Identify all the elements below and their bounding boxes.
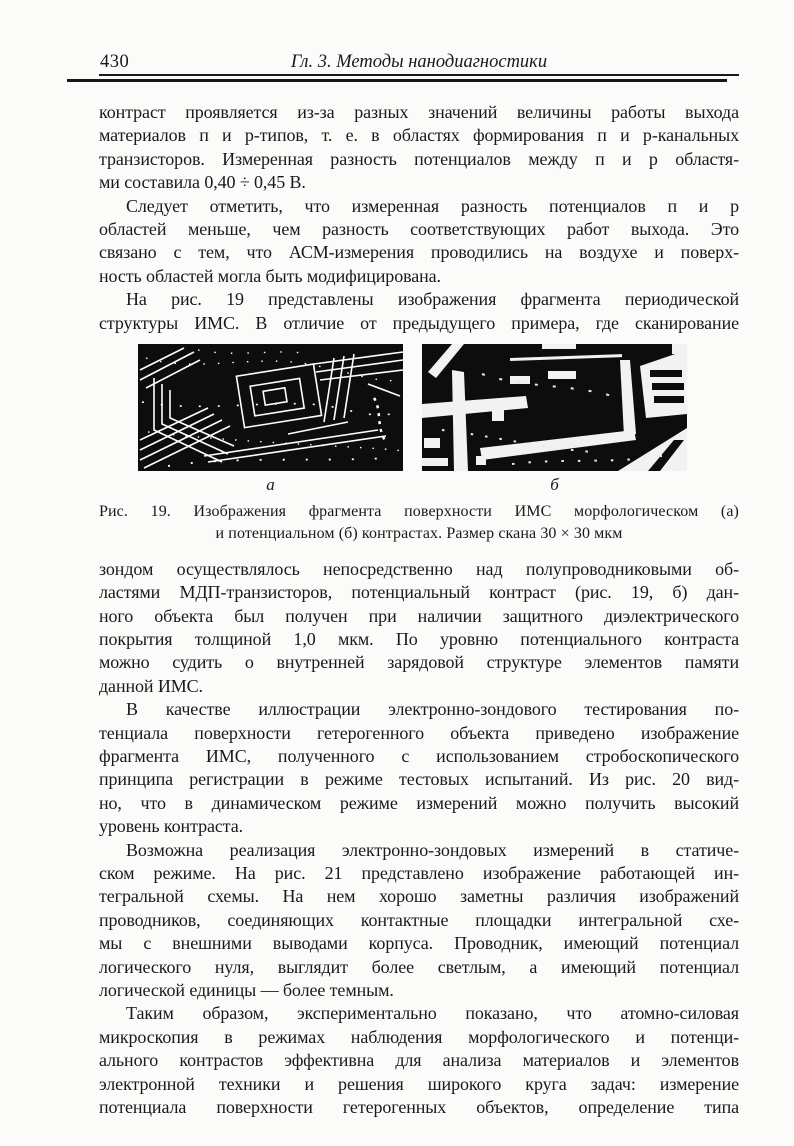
- text-line: контраст проявляется из-за разных значений величины работы выхода: [99, 102, 739, 122]
- text-line: транзисторов. Измеренная разность потенциалов между п и р областя-: [99, 148, 739, 169]
- header-rule: [67, 79, 727, 82]
- text-line: тенциала поверхности гетерогенного объекта приведено изображение: [99, 722, 739, 743]
- running-head: Гл. 3. Методы нанодиагностики: [290, 52, 548, 72]
- page-number: 430: [100, 52, 130, 72]
- text-line: мы с внешними выводами корпуса. Проводник, имеющий потенциал: [99, 933, 739, 954]
- text-line: ми составила 0,40 ÷ 0,45 В.: [99, 172, 306, 193]
- paragraph: [99, 698, 739, 838]
- text-line: логического нуля, выглядит более светлым, а имеющий потенциал: [99, 956, 739, 977]
- text-line: потенциала поверхности гетерогенных объектов, определение типа: [99, 1096, 739, 1117]
- paragraph: [99, 101, 739, 195]
- page-header: [99, 52, 739, 76]
- text-line: но, что в динамическом режиме измерений можно получить высокий: [99, 792, 739, 813]
- text-line: проводников, соединяющих контактные площадки интегральной схе-: [99, 909, 739, 930]
- micrograph-b-potential-contrast-image: [422, 344, 687, 471]
- figure-labels: [99, 474, 739, 496]
- text-line: В качестве иллюстрации электронно-зондового тестирования по-: [126, 699, 739, 720]
- paragraph: [99, 1002, 739, 1119]
- text-line: Следует отметить, что измеренная разность потенциалов п и р: [126, 195, 739, 216]
- paragraph: [99, 195, 739, 289]
- figure-caption-line-1: Рис. 19. Изображения фрагмента поверхности ИМС морфологическом (а): [99, 502, 739, 520]
- micrograph-a-morphological-contrast-image: [138, 344, 403, 471]
- text-line: покрытия толщиной 1,0 мкм. По уровню потенциального контраста: [99, 629, 739, 650]
- text-line: ластями МДП-транзисторов, потенциальный контраст (рис. 19, б) дан-: [99, 582, 739, 603]
- text-line: электронной техники и решения широкого круга задач: измерение: [99, 1073, 739, 1094]
- text-line: ального контрастов эффективна для анализа материалов и элементов: [99, 1050, 739, 1071]
- text-line: фрагмента ИМС, полученного с использованием стробоскопического: [99, 746, 739, 767]
- text-line: Возможна реализация электронно-зондовых измерений в статиче-: [126, 839, 739, 860]
- text-line: ность областей могла быть модифицирована.: [99, 265, 441, 286]
- figure-label-a: а: [266, 474, 275, 494]
- body-text: [99, 101, 739, 1119]
- paragraph: [99, 839, 739, 1003]
- figure-19: [99, 344, 739, 545]
- text-line: ного объекта был получен при наличии защитного диэлектрического: [99, 605, 739, 626]
- text-line: Таким образом, экспериментально показано, что атомно-силовая: [126, 1003, 739, 1024]
- text-line: уровень контраста.: [99, 816, 244, 837]
- text-line: логической единицы — более темным.: [99, 979, 394, 1000]
- text-line: данной ИМС.: [99, 675, 203, 696]
- paragraph: [99, 558, 739, 698]
- text-line: тегральной схемы. На нем хорошо заметны различия изображений: [99, 886, 739, 907]
- text-line: материалов п и р-типов, т. е. в областях формирования п и р-канальных: [99, 125, 739, 146]
- text-line: связано с тем, что АСМ-измерения проводились на воздухе и поверх-: [99, 242, 739, 263]
- figure-label-b: б: [550, 474, 559, 494]
- text-line: микроскопия в режимах наблюдения морфологического и потенци-: [99, 1026, 739, 1047]
- figure-images: [99, 344, 739, 471]
- text-line: принципа регистрации в режиме тестовых испытаний. Из рис. 20 вид-: [99, 769, 739, 790]
- text-line: На рис. 19 представлены изображения фрагмента периодической: [126, 289, 739, 310]
- text-line: зондом осуществлялось непосредственно над полупроводниковыми об-: [99, 558, 739, 579]
- figure-caption: [99, 501, 739, 545]
- text-line: областей меньше, чем разность соответствующих работ выхода. Это: [99, 218, 739, 239]
- text-line: можно судить о внутренней зарядовой структуре элементов памяти: [99, 652, 739, 673]
- text-line: ском режиме. На рис. 21 представлено изображение работающей ин-: [99, 862, 739, 883]
- figure-caption-line-2: и потенциальном (б) контрастах. Размер скана 30 × 30 мкм: [215, 524, 623, 542]
- paragraph: [99, 288, 739, 335]
- page-column: [99, 52, 739, 1119]
- text-line: структуры ИМС. В отличие от предыдущего примера, где сканирование: [99, 312, 739, 333]
